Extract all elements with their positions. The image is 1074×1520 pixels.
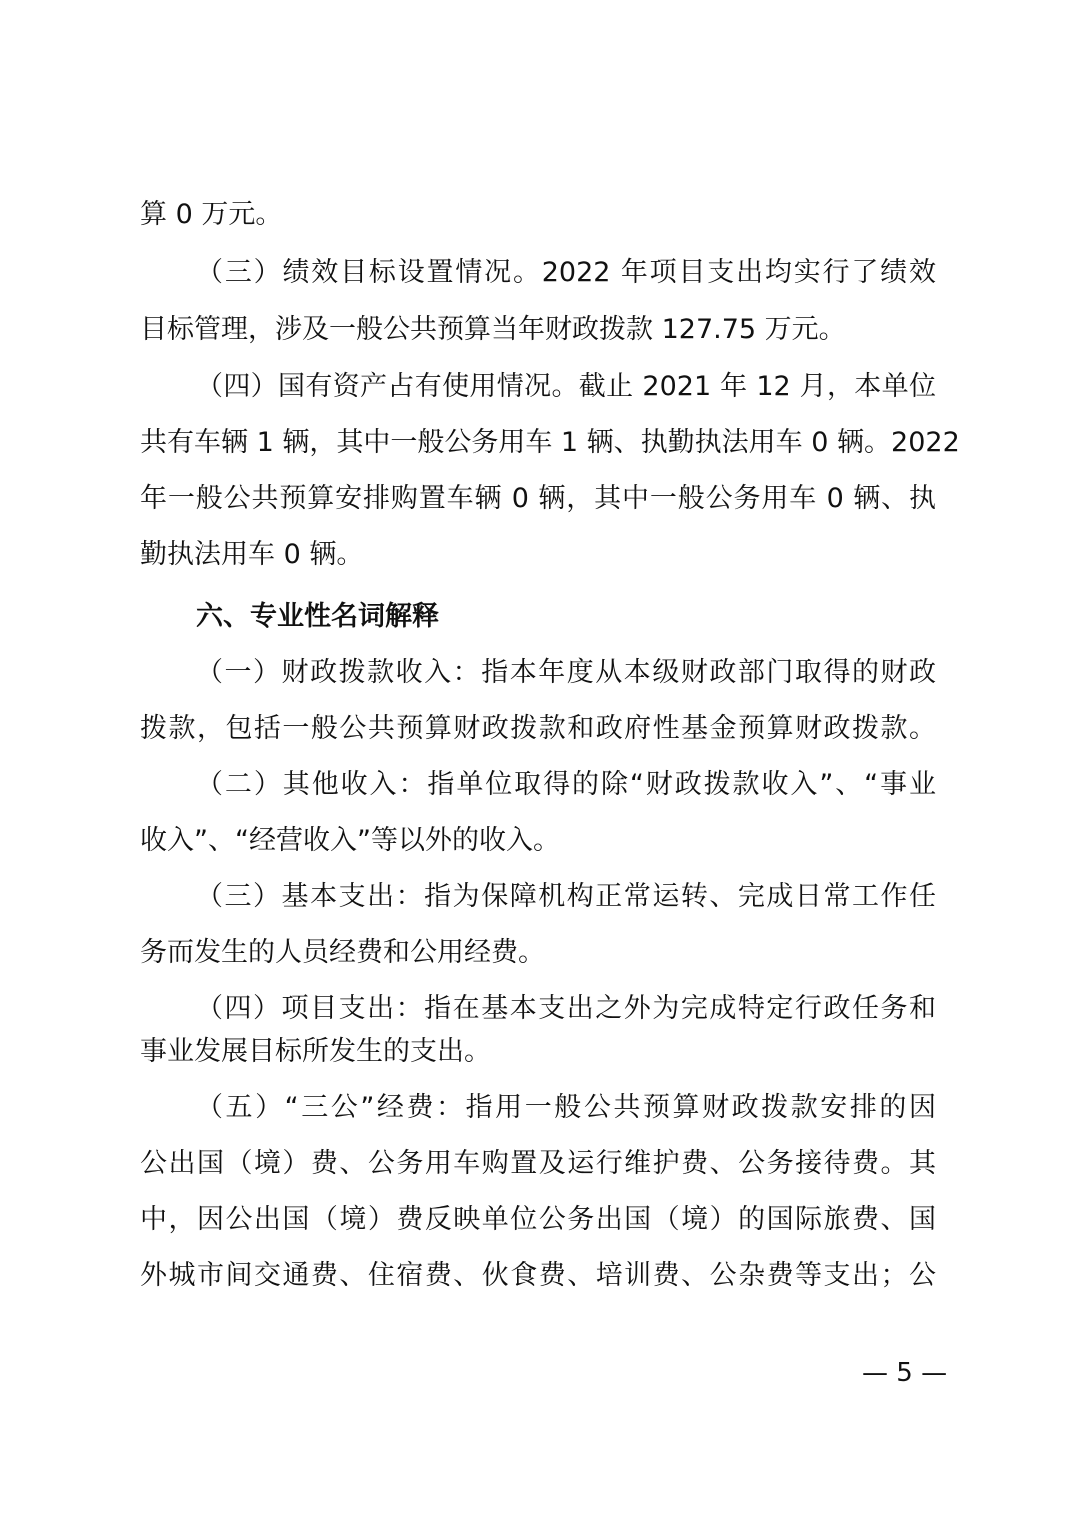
page-number: — 5 —: [862, 1358, 948, 1388]
text-line: 勤执法用车 0 辆。: [140, 539, 364, 570]
text-line: 年一般公共预算安排购置车辆 0 辆，其中一般公务用车 0 辆、执: [140, 483, 936, 514]
section-heading: 六、专业性名词解释: [196, 601, 439, 632]
text-line: 务而发生的人员经费和公用经费。: [140, 937, 545, 968]
text-line: 中，因公出国（境）费反映单位公务出国（境）的国际旅费、国: [140, 1204, 936, 1235]
text-line: 公出国（境）费、公务用车购置及运行维护费、公务接待费。其: [140, 1148, 936, 1179]
text-line: （二）其他收入：指单位取得的除“财政拨款收入”、“事业: [196, 769, 936, 800]
text-line: （一）财政拨款收入：指本年度从本级财政部门取得的财政: [196, 657, 936, 688]
text-line: （三）基本支出：指为保障机构正常运转、完成日常工作任: [196, 881, 936, 912]
text-line: （五）“三公”经费：指用一般公共预算财政拨款安排的因: [196, 1092, 936, 1123]
text-line: （三）绩效目标设置情况。2022 年项目支出均实行了绩效: [196, 257, 936, 288]
text-line: （四）项目支出：指在基本支出之外为完成特定行政任务和: [196, 993, 936, 1024]
text-line: 外城市间交通费、住宿费、伙食费、培训费、公杂费等支出；公: [140, 1260, 936, 1291]
text-line: （四）国有资产占有使用情况。截止 2021 年 12 月，本单位: [196, 371, 936, 402]
text-line: 算 0 万元。: [140, 199, 283, 230]
text-line: 目标管理，涉及一般公共预算当年财政拨款 127.75 万元。: [140, 314, 846, 345]
text-line: 共有车辆 1 辆，其中一般公务用车 1 辆、执勤执法用车 0 辆。2022: [140, 427, 960, 458]
text-line: 拨款，包括一般公共预算财政拨款和政府性基金预算财政拨款。: [140, 713, 936, 744]
text-line: 收入”、“经营收入”等以外的收入。: [140, 825, 560, 856]
text-line: 事业发展目标所发生的支出。: [140, 1036, 491, 1067]
